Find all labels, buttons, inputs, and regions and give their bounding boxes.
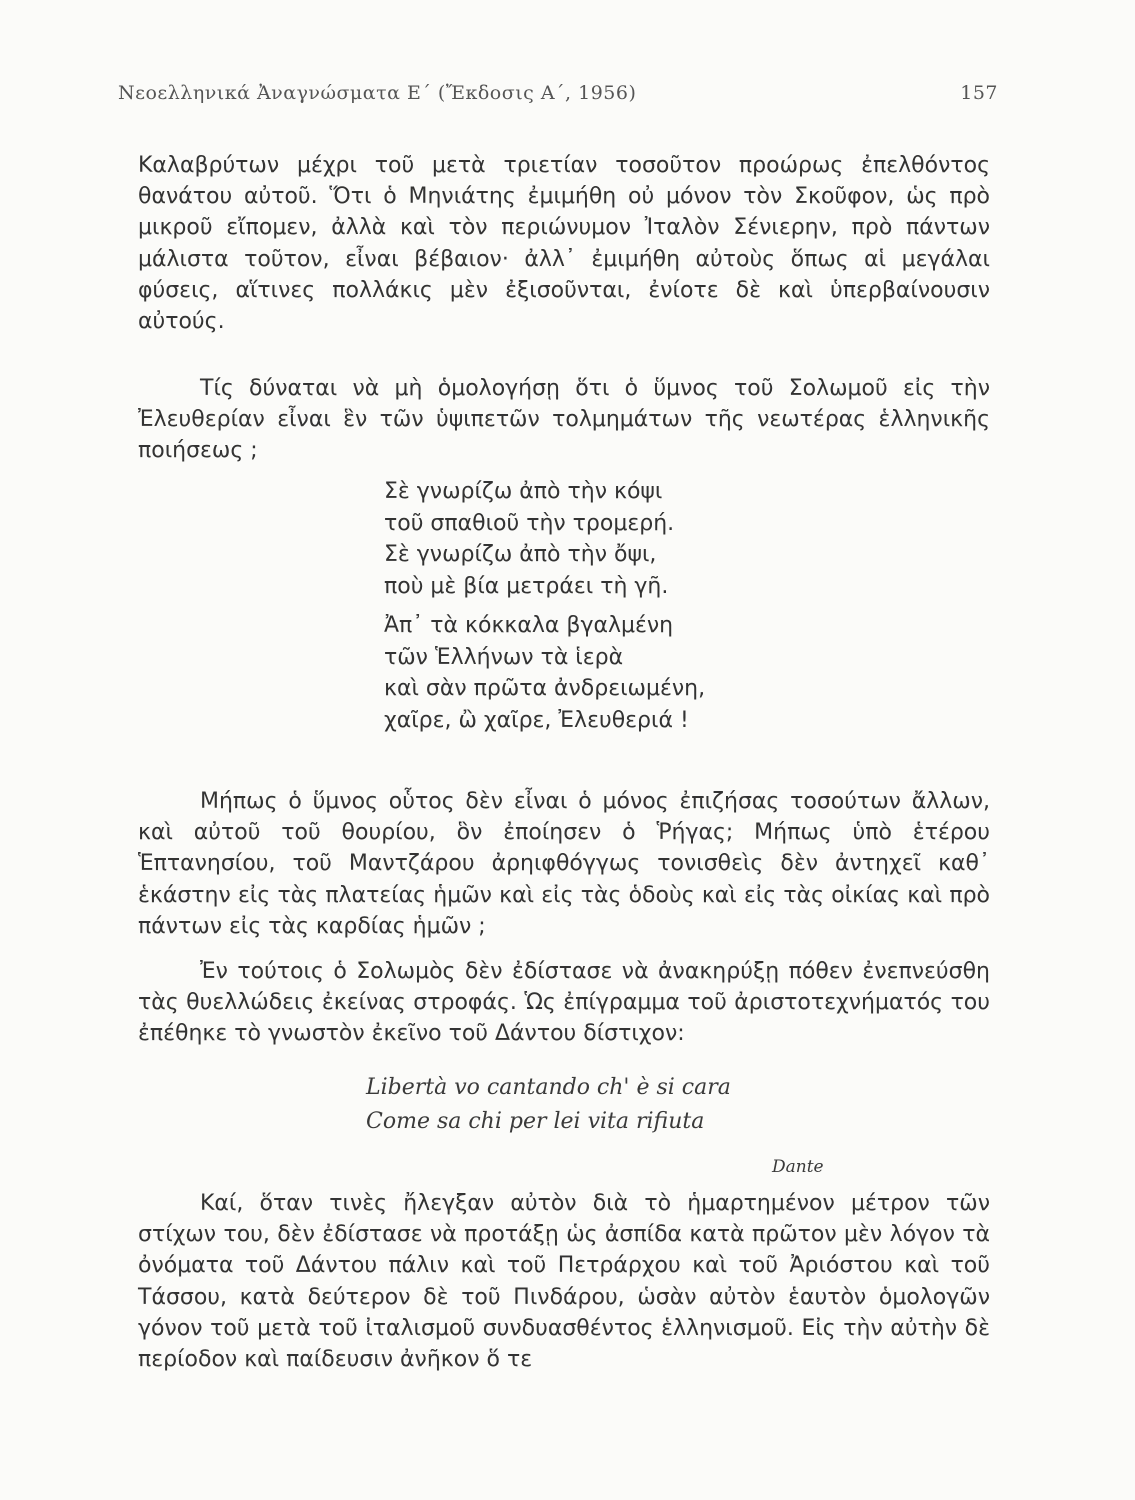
poem-line: καὶ σὰν πρῶτα ἀνδρειωμένη, xyxy=(384,676,706,701)
paragraph-5: Καί, ὅταν τινὲς ἤλεγξαν αὐτὸν διὰ τὸ ἡμαρτημένον μέτρον τῶν στίχων του, δὲν ἐδίστασε νὰ προτάξῃ ὡς ἀσπίδα κατὰ πρῶτον μὲν λόγον τὰ ὀνόματα τοῦ Δάντου πάλιν καὶ τοῦ Πετράρχου καὶ τοῦ Ἀριόστου καὶ τοῦ Τάσσου, κατὰ δεύτερον δὲ τοῦ Πινδάρου, ὡσὰν αὐτὸν ἑαυτὸν ὁμολογῶν γόνον τοῦ μετὰ τοῦ ἰταλισμοῦ συνδυασθέντος ἑλληνισμοῦ. Εἰς τὴν αὐτὴν δὲ περίοδον καὶ παίδευσιν ἀνῆκον ὅ τε xyxy=(138,1191,990,1373)
poem-line: τῶν Ἑλλήνων τὰ ἱερὰ xyxy=(384,644,624,670)
poem-line: χαῖρε, ὢ χαῖρε, Ἐλευθεριά ! xyxy=(384,707,689,733)
running-header xyxy=(118,76,998,112)
poem-hymn-to-liberty xyxy=(384,476,944,744)
poem-line: Σὲ γνωρίζω ἀπὸ τὴν ὄψι, xyxy=(384,542,657,567)
epigraph-line-2: Come sa chi per lei vita rifiuta xyxy=(366,1108,705,1134)
epigraph-line-1: Libertà vo cantando ch' è si cara xyxy=(366,1075,731,1100)
poem-line: Σὲ γνωρίζω ἀπὸ τὴν κόψι xyxy=(384,479,663,504)
poem-line: τοῦ σπαθιοῦ τὴν τρομερή. xyxy=(384,510,675,536)
paragraph-2: Τίς δύναται νὰ μὴ ὁμολογήσῃ ὅτι ὁ ὕμνος τοῦ Σολωμοῦ εἰς τὴν Ἐλευθερίαν εἶναι ἓν τῶν ὑψιπετῶν τολμημάτων τῆς νεωτέρας ἑλληνικῆς ποιήσεως ; xyxy=(138,376,990,464)
paragraph-3: Μήπως ὁ ὕμνος οὗτος δὲν εἶναι ὁ μόνος ἐπιζήσας τοσούτων ἄλλων, καὶ αὐτοῦ τοῦ θουρίου, ὃν ἐποίησεν ὁ Ῥήγας; Μήπως ὑπὸ ἑτέρου Ἑπτανησίου, τοῦ Μαντζάρου ἀρηιφθόγγως τονισθεὶς δὲν ἀντηχεῖ καθ᾽ ἑκάστην εἰς τὰς πλατείας ἡμῶν καὶ εἰς τὰς ὁδοὺς καὶ εἰς τὰς οἰκίας καὶ πρὸ πάντων εἰς τὰς καρδίας ἡμῶν ; xyxy=(138,789,990,939)
poem-stanza-2 xyxy=(384,610,944,736)
poem-line: Ἀπ᾽ τὰ κόκκαλα βγαλμένη xyxy=(384,613,674,638)
page-number: 157 xyxy=(960,82,998,104)
paragraph-1: Καλαβρύτων μέχρι τοῦ μετὰ τριετίαν τοσοῦτον προώρως ἐπελθόντος θανάτου αὐτοῦ. Ὅτι ὁ Μηνιάτης ἐμιμήθη οὐ μόνον τὸν Σκοῦφον, ὡς πρὸ μικροῦ εἴπομεν, ἀλλὰ καὶ τὸν περιώνυμον Ἰταλὸν Σένιερην, πρὸ πάντων μάλιστα τοῦτον, εἶναι βέβαιον· ἀλλ᾽ ἐμιμήθη αὐτοὺς ὅπως αἱ μεγάλαι φύσεις, αἵτινες πολλάκις μὲν ἐξισοῦνται, ἐνίοτε δὲ καὶ ὑπερβαίνουσιν αὐτούς. xyxy=(138,153,990,335)
epigraph-author: Dante xyxy=(772,1157,824,1177)
poem-stanza-1 xyxy=(384,476,944,602)
paragraph-4: Ἐν τούτοις ὁ Σολωμὸς δὲν ἐδίστασε νὰ ἀνακηρύξῃ πόθεν ἐνεπνεύσθη τὰς θυελλώδεις ἐκείνας στροφάς. Ὡς ἐπίγραμμα τοῦ ἀριστοτεχνήματός του ἐπέθηκε τὸ γνωστὸν ἐκεῖνο τοῦ Δάντου δίστιχον: xyxy=(138,959,990,1047)
dante-epigraph xyxy=(366,1072,886,1177)
header-title: Νεοελληνικά Ἀναγνώσματα Ε΄ (Ἔκδοσις Α΄, 1956) xyxy=(118,82,637,104)
poem-line: ποὺ μὲ βία μετράει τὴ γῆ. xyxy=(384,573,669,599)
